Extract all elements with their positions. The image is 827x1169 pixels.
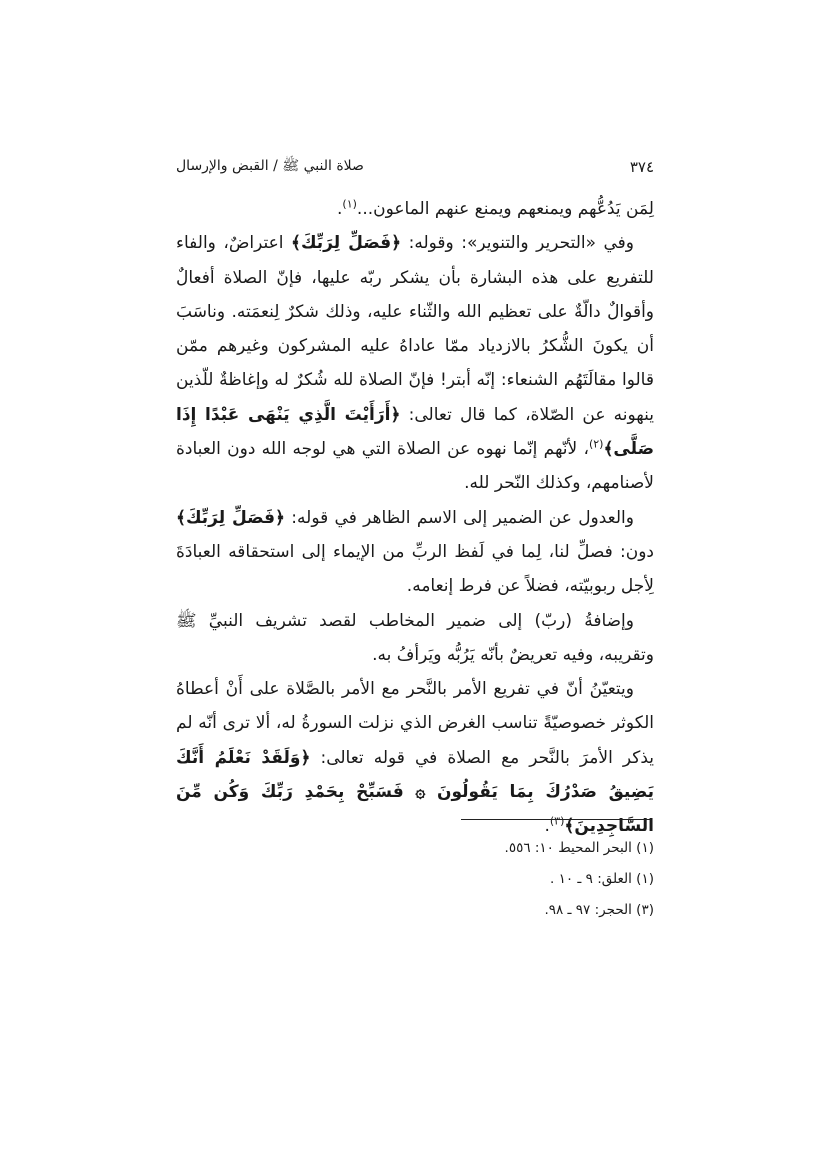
paragraph-text: .: [337, 199, 343, 219]
paragraph: [176, 192, 654, 226]
quran-verse: ﴿وَلَقَدْ نَعْلَمُ أَنَّكَ يَضِيقُ صَدْرُكَ بِمَا يَقُولُونَ ۞ فَسَبِّحْ بِحَمْدِ رَبِّكَ وَكُن مِّنَ السَّاجِدِينَ﴾: [176, 747, 654, 837]
quran-verse: ﴿أَرَأَيْتَ الَّذِي يَنْهَى عَبْدًا إِذَا صَلَّى﴾: [176, 404, 654, 460]
paragraph-text: لِمَن يَدُعُّهم ويمنعهم ويمنع عنهم الماعون...: [356, 199, 654, 219]
footnote-marker: (٢): [588, 437, 604, 451]
footnote: (١) البحر المحيط ١٠: ٥٥٦.: [504, 840, 654, 856]
footnote-divider: [461, 819, 651, 820]
paragraph: [176, 501, 654, 604]
paragraph-text: دون: فصلِّ لنا، لِما في لَفظ الربِّ من الإيماء إلى استحقاقه العبادَةَ لِأجل ربوبيّته، فضلاً عن فرط إنعامه.: [176, 541, 654, 597]
paragraph-text: .: [544, 816, 550, 837]
body-text: [176, 192, 654, 844]
footnote: (٣) الحجر: ٩٧ ـ ٩٨.: [544, 902, 654, 918]
paragraph: [176, 672, 654, 843]
quran-verse: ﴿فَصَلِّ لِرَبِّكَ﴾: [176, 507, 285, 528]
paragraph-text: اعتراضٌ، والفاء للتفريع على هذه البشارة بأن يشكر ربّه عليها، فإنّ الصلاة أفعالٌ وأقوالٌ دالّةٌ على تعظيم الله والثّناء عليه، وذلك شكرٌ لِنعمَته. وناسَبَ أن يكونَ الشُّكرُ بالازدياد ممّا عاداهُ عليه المشركون وغيرهم ممّن قالوا مقالَتَهُم الشنعاء: إنّه أبتر! فإنّ الصلاة لله شُكرٌ له وإغاظةٌ للّذين ينهونه عن الصّلاة، كما قال تعالى:: [176, 233, 654, 425]
paragraph: [176, 226, 654, 500]
running-title: صلاة النبي ﷺ / القبض والإرسال: [176, 158, 364, 174]
paragraph-text: ويتعيّنُ أنّ في تفريع الأمر بالنَّحر مع الأمر بالصَّلاة على أَنْ أعطاهُ الكوثر خصوصيّةً تناسب الغرض الذي نزلت السورةُ له، ألا ترى أنّه لم يذكر الأمرَ بالنَّحر مع الصلاة في قوله تعالى:: [176, 679, 655, 768]
paragraph-text: وإضافةُ (ربّ) إلى ضمير المخاطب لقصد تشريف النبيِّ ﷺ وتقريبه، وفيه تعريضٌ بأنّه يَرُبُّه ويَرأفُ به.: [176, 610, 654, 665]
page-number: ٣٧٤: [629, 158, 654, 176]
footnotes: [176, 833, 654, 926]
paragraph: [176, 604, 654, 673]
footnote-marker: (٣): [549, 814, 565, 828]
paragraph-text: وفي «التحرير والتنوير»: وقوله:: [401, 233, 634, 254]
footnote-marker: (١): [342, 197, 357, 211]
paragraph-text: ، لأنّهم إنّما نهوه عن الصلاة التي هي لوجه الله دون العبادة لأصنامهم، وكذلك النّحر لله.: [176, 439, 654, 494]
paragraph-text: والعدول عن الضمير إلى الاسم الظاهر في قوله:: [284, 507, 634, 528]
footnote: (١) العلق: ٩ ـ ١٠ .: [550, 871, 654, 887]
page-header: [176, 152, 654, 182]
quran-verse: ﴿فَصَلِّ لِرَبِّكَ﴾: [290, 233, 402, 254]
